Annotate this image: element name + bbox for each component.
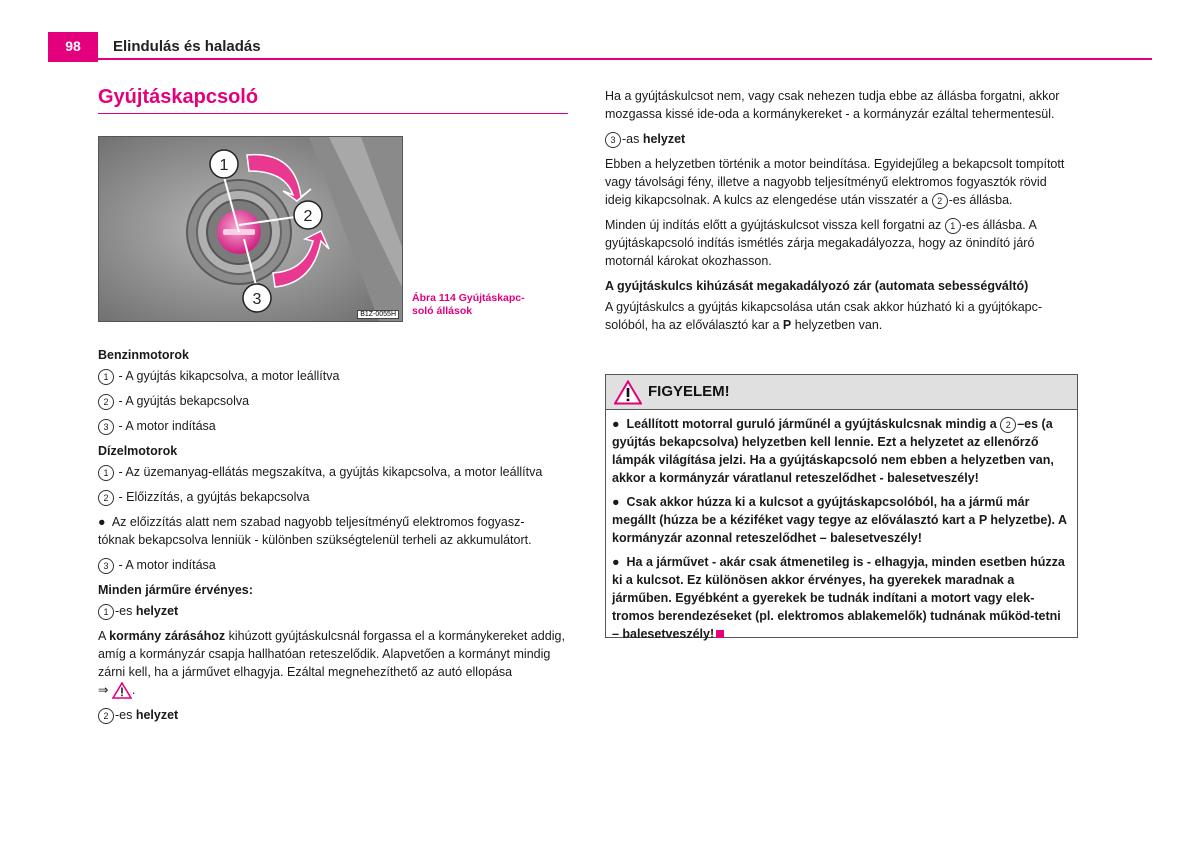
bold-text: P bbox=[782, 318, 792, 332]
position-label: helyzet bbox=[642, 132, 686, 146]
suffix-text: -es bbox=[115, 708, 136, 723]
position-1-circle: 1 bbox=[98, 465, 114, 481]
bullet-icon: ● bbox=[98, 515, 106, 529]
warning-triangle-icon bbox=[614, 380, 642, 405]
text: A gyújtáskulcs a gyújtás kikapcsolása után csak akkor húzható ki a gyújtókapc-solóból, ha az előválasztó kar a bbox=[605, 300, 1043, 332]
warning-triangle-icon bbox=[112, 682, 132, 699]
rotate-key-paragraph: Ha a gyújtáskulcsot nem, vagy csak nehezen tudja ebbe az állásba forgatni, akkor mozgassa kissé ide-oda a kormánykereket - a kormányzár ezáltal tehermentesül. bbox=[605, 89, 1060, 121]
warning-item bbox=[612, 493, 1069, 547]
warning-item bbox=[612, 553, 1069, 643]
text: Ha a járművet - akár csak átmenetileg is - elhagyja, minden esetben húzza ki a kulcsot. Ez különösen akkor érvényes, ha gyerekek maradnak a járműben. Egyébként a gyerekek be tudnák indítani a motort vagy elek-tromos berendezéseket (pl. elektromos ablakemelők) tudnának működ-tetni – balesetveszély! bbox=[612, 555, 1065, 641]
text: kihúzott gyújtáskulcsnál forgassa el a kormánykereket addig, amíg a kormányzár csapja hallhatóan reteszelődik. Alapvetően a kormányt mindig zárni kell, ha a járművet elhagyja. Ezáltal megnehezíthető az autó ellopása bbox=[98, 629, 565, 679]
note-text: tóknak bekapcsolva lenniük - különben szükségtelenül terheli az akkumulátort. bbox=[98, 533, 532, 547]
position-1-heading bbox=[98, 602, 568, 620]
arrow-text: ⇒ bbox=[98, 683, 112, 697]
steering-lock-paragraph: A kormány zárásához kihúzott gyújtáskulcsnál forgassa el a kormánykereket addig, amíg a kormányzár csapja hallhatóan reteszelődik. Alapvetően a kormányt mindig zárni kell, ha a járművet elhagyja. Ezáltal megnehezíthető az autó ellopása ⇒ . bbox=[98, 627, 568, 699]
header-rule bbox=[98, 58, 1152, 60]
list-item-text: - A gyújtás kikapcsolva, a motor leállítva bbox=[118, 369, 340, 383]
key-lock-paragraph bbox=[605, 298, 1075, 334]
page-number: 98 bbox=[65, 38, 81, 54]
figure-caption-line: soló állások bbox=[412, 305, 473, 317]
figure-caption bbox=[412, 292, 562, 318]
position-label: helyzet bbox=[135, 604, 179, 618]
suffix-text: -es bbox=[115, 604, 136, 618]
text: Ebben a helyzetben történik a motor beindítása. Egyidejűleg a bekapcsolt tompított vagy távolsági fény, illetve a nagyobb teljesítményű elektromos fogyasztók rövid ideig kikapcsolnak. A kulcs az elengedése után visszatér a bbox=[605, 157, 1065, 207]
figure-code: B1Z-0055H bbox=[357, 310, 399, 319]
callout-3 bbox=[243, 284, 271, 312]
position-3-heading bbox=[605, 130, 1075, 148]
callout-2 bbox=[294, 201, 322, 229]
position-2-circle: 2 bbox=[98, 708, 114, 724]
right-column bbox=[605, 87, 1075, 341]
list-item-text: - Előizzítás, a gyújtás bekapcsolva bbox=[118, 490, 310, 504]
list-item bbox=[98, 556, 568, 574]
bullet-icon: ● bbox=[612, 417, 620, 431]
text: Leállított motorral guruló járműnél a gyújtáskulcsnak mindig a bbox=[626, 417, 1001, 431]
text: A bbox=[98, 629, 110, 643]
list-item-text: - A motor indítása bbox=[118, 558, 216, 572]
text: Csak akkor húzza ki a kulcsot a gyújtáskapcsolóból, ha a jármű már megállt (húzza be a kéziféket vagy tegye az előválasztó kart a P helyzetbe). A kormányzár azonnal reteszelődhet – balesetveszély! bbox=[612, 495, 1067, 545]
position-2-circle: 2 bbox=[932, 193, 948, 209]
bullet-icon: ● bbox=[612, 495, 620, 509]
position-2-circle: 2 bbox=[98, 394, 114, 410]
position-1-circle: 1 bbox=[98, 369, 114, 385]
svg-text:3: 3 bbox=[252, 291, 262, 308]
restart-paragraph bbox=[605, 216, 1075, 270]
position-3-circle: 3 bbox=[98, 558, 114, 574]
engine-start-paragraph bbox=[605, 155, 1075, 209]
bullet-icon: ● bbox=[612, 555, 620, 569]
bold-text: kormány zárásához bbox=[109, 629, 226, 643]
text: -es állásba. A gyújtáskapcsoló indítás ismétlés zárja megakadályozza, hogy az önindító járó motornál károkat okozhasson. bbox=[605, 218, 1037, 268]
list-item bbox=[98, 392, 568, 410]
position-1-circle: 1 bbox=[98, 604, 114, 620]
text: -es állásba. bbox=[948, 193, 1013, 207]
section-rule bbox=[98, 113, 568, 114]
list-item bbox=[98, 488, 568, 506]
position-3-circle: 3 bbox=[98, 419, 114, 435]
warning-label: FIGYELEM! bbox=[648, 383, 730, 400]
diesel-note bbox=[98, 513, 568, 549]
warning-box bbox=[605, 374, 1078, 641]
key-lock-heading: A gyújtáskulcs kihúzását megakadályozó zár (automata sebességváltó) bbox=[605, 279, 1029, 293]
position-2-circle: 2 bbox=[98, 490, 114, 506]
warning-item bbox=[612, 415, 1069, 487]
callout-1 bbox=[210, 150, 238, 178]
svg-text:1: 1 bbox=[219, 157, 229, 174]
benzin-heading: Benzinmotorok bbox=[98, 348, 189, 362]
list-item-text: - Az üzemanyag-ellátás megszakítva, a gyújtás kikapcsolva, a motor leállítva bbox=[118, 465, 543, 479]
svg-text:2: 2 bbox=[303, 208, 313, 225]
chapter-title: Elindulás és haladás bbox=[113, 38, 261, 55]
position-1-circle: 1 bbox=[945, 218, 961, 234]
position-2-heading bbox=[98, 706, 568, 724]
end-mark-icon bbox=[716, 630, 724, 638]
text: –es (a gyújtás bekapcsolva) helyzetben kell lennie. Ezt a helyzetet az ellenőrző lámpák világítása jelzi. Ha a gyújtáskapcsoló nem ebben a helyzetben van, akkor a kormányzár váratlanul reteszelődhet - balesetveszély! bbox=[612, 417, 1054, 485]
list-item-text: - A gyújtás bekapcsolva bbox=[118, 394, 250, 408]
all-vehicles-heading: Minden járműre érvényes: bbox=[98, 583, 253, 597]
figure-caption-line: Ábra 114 Gyújtáskapc- bbox=[412, 292, 525, 304]
position-label: helyzet bbox=[135, 708, 179, 723]
note-text: Az előizzítás alatt nem szabad nagyobb teljesítményű elektromos fogyasz- bbox=[111, 515, 525, 529]
warning-body bbox=[606, 410, 1077, 643]
text: Minden új indítás előtt a gyújtáskulcsot vissza kell forgatni az bbox=[605, 218, 945, 232]
ignition-switch-illustration bbox=[99, 137, 402, 321]
text: helyzetben van. bbox=[791, 318, 883, 332]
suffix-text: -as bbox=[622, 132, 643, 146]
list-item bbox=[98, 417, 568, 435]
list-item bbox=[98, 463, 568, 481]
warning-header bbox=[606, 375, 1077, 410]
position-2-circle: 2 bbox=[1000, 417, 1016, 433]
position-3-circle: 3 bbox=[605, 132, 621, 148]
section-title: Gyújtáskapcsoló bbox=[98, 86, 259, 108]
left-column bbox=[98, 346, 568, 731]
ignition-switch-figure bbox=[98, 136, 403, 322]
diesel-heading: Dízelmotorok bbox=[98, 444, 178, 458]
list-item bbox=[98, 367, 568, 385]
list-item-text: - A motor indítása bbox=[118, 419, 216, 433]
